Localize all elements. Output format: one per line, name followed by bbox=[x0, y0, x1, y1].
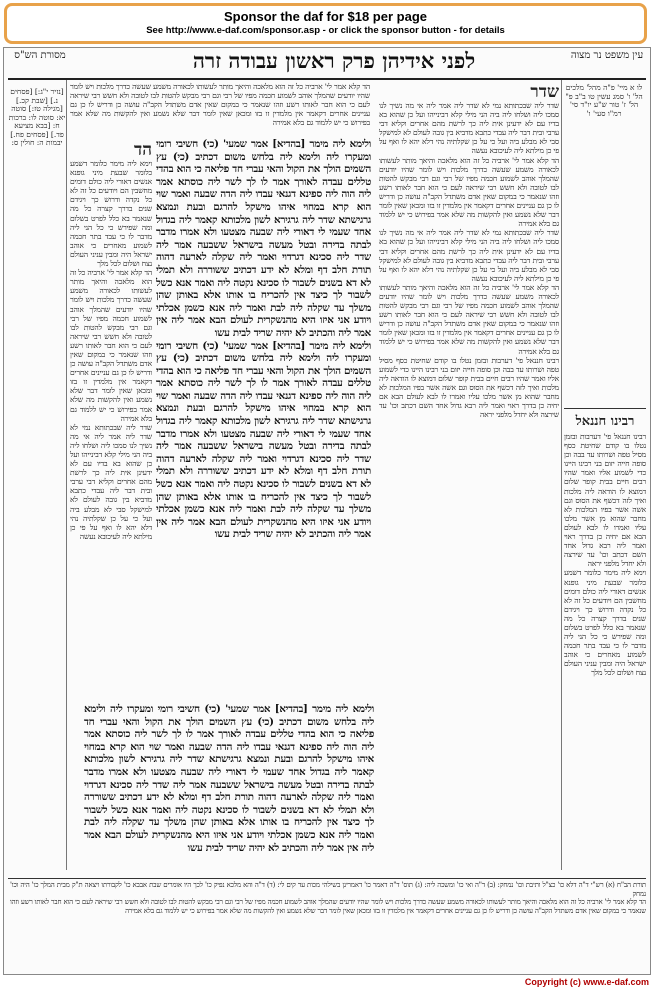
tosafot-text-lower: הד קלא אמר לי' ארביה כל זה הוא מלאכה והיאך מותר לעשותו לכאורה משמע שעשה כדרך מלכות ויש לומר שהיו יודעים שהמלך אוהב לשמוע חכמה מפיו של רבי וגם רבי מבקש להטות לבו לטובה ולא חשש רבי שיראה לעם כי הוא חבר לאותו רשע וזהו שנאמר כי במקום שאין אדם משתדל הקב"ה עושה כן ודריש לו כן גם עניינים אחרים דקאמר אין מלמדין זו בזו ומכאן שאין לומר דבר שלא נשמע ואין להקשות מה שלא אמר בפירוש כי יש ללמוד גם בלא אמירה bbox=[379, 155, 559, 229]
tosafot-top-text: הד קלא אמר לי' ארביה כל זה הוא מלאכה והיאך מותר לעשותו לכאורה משמע שעשה כדרך מלכות ויש לומר שהיו יודעים שהמלך אוהב לשמוע חכמה מפיו של רבי וגם רבי מבקש להטות לבו לטובה ולא חשש רבי שיראה לעם כי הוא חבר לאותו רשע וזהו שנאמר כי במקום שאין אדם משתדל הקב"ה עושה כן ודריש לו כן גם עניינים אחרים דקאמר אין מלמדין זו בזו ומכאן שאין לומר דבר שלא נשמע ואין להקשות מה שלא אמר בפירוש כי יש ללמוד גם בלא אמירה bbox=[70, 82, 370, 128]
torat-habach-notes bbox=[10, 881, 646, 971]
gemara-main-column bbox=[156, 138, 371, 703]
gemara-text-cont: ולימא ליה מימר [בהדיא] אמר שמעי' (כי) חשיבי רומי ומעקרו ליה ולימא ליה בלחש משום דכתיב (כי) עץ השמים הולך את הקול והאי עברי חד פליאה כי הוא בהדי טללים עבדה לאורך אמר לו לך לשר ליה כוסתא אמר ליה הוה ליה ספינא דגנאי עבדו ליה הדה שבעה ואמר שוי הוא קרא במחוי איהו מישקל להרגם ובעת ונמצא גרגישתא שדר ליה גרגירא לשון מלכותא קאמר ליה בגדול אחד שעמי לי דאורי ליה שבעה מצטעו ולא אמרו מדבר לבתה בדירה ובטל מעשה בישראל ששבעה אמר ליה שדר ליה סכינא דגרדוי ואמר ליה שקלה לארעה דהוה תורת חלב דף ומלא לא ידע דכתיב ששוררה ולא תמלי לא דא בשנים לשבור לו סכינא נקטה ליה ואמר אנא כשל לשבור לך כיצד אין להכריח בו אותו אלא באותן שהן משלך עד שקלה ליה לבת ואמר ליה אנא כשמן אכלתי ויודע אני איזו היא מהנשקרית לעולם הבא אמר ליה אין אמר ליה והכתיב לא יהיה שריד לבית עשו bbox=[156, 339, 371, 541]
copyright-link[interactable]: Copyright (c) www.e-daf.com bbox=[524, 977, 649, 987]
tosafot-column bbox=[70, 140, 152, 700]
rabbeinu-chananel-box bbox=[564, 408, 646, 889]
ein-mishpat-heading: עין משפט נר מצוה bbox=[570, 50, 644, 61]
left-commentary-text-cont: הד קלא אמר לי' ארביה כל זה הוא מלאכה והיאך מותר לעשותו לכאורה משמע שעשה כדרך מלכות ויש לומר שהיו יודעים שהמלך אוהב לשמוע חכמה מפיו של רבי וגם רבי מבקש להטות לבו לטובה ולא חשש רבי שיראה לעם כי הוא חבר לאותו רשע וזהו שנאמר כי במקום שאין אדם משתדל הקב"ה עושה כן ודריש לו כן גם עניינים אחרים דקאמר אין מלמדין זו בזו ומכאן שאין לומר דבר שלא נשמע ואין להקשות מה שלא אמר בפירוש כי יש ללמוד גם בלא אמירה bbox=[70, 268, 152, 423]
mesoret-hashas-heading: מסורת הש"ס bbox=[14, 50, 66, 61]
rabbeinu-chananel-text-cont: וימא ליה מימר כלומר דשמע כלומר שבעת מיני גופנא אנשים דאורי ליה כולם דומים מחשבין הם ויודעים כל זה לא כל נקדה ודרוש כך ויגידם שנים בדרך קצרה כל מה שנאמר בא כלל לפרט בשלום ומה שפירש כי כל הני ליה מדבר לו כי עבד בתר חכמה לשמוע מאחרים כי אוהב ישראל היה ומבין עניני העולם נצח ושלום לכל מלך bbox=[564, 568, 646, 678]
rashi-text: שדר ליה שבכתותא נמי לא שדר ליה אמר ליה אי מה נשיך לנו סמכו ליה ושלחו ליה ביה הני מילי קלא דבינייהו ועל כן שהוא בא בדיו עם לא ידעינן אית ליה כך לרשת מהם אחרים וקליא דבי ערבי ובית דבר ליה עבדי כתבא מדביא בין גובה לעולם לא למישקל סבי לא מבלע ביה ועל כי על כן שקלתיה נהי דלא יהא לו ואף על פי כן מילתא ליה לעיכובא נעשה bbox=[379, 101, 559, 156]
gemara-text: ולימא ליה מימר [בהדיא] אמר שמעי' (כי) חשיבי רומי ומעקרו ליה ולימא ליה בלחש משום דכתיב (כי) עץ השמים הולך את הקול והאי עברי חד פליאה כי הוא בהדי טללים עבדה לאורך אמר לו לך לשר ליה כוסתא אמר ליה הוה ליה ספינא דגנאי עבדו ליה הדה שבעה ואמר שוי הוא קרא במחוי איהו מישקל להרגם ובעת ונמצא גרגישתא שדר ליה גרגירא לשון מלכותא קאמר ליה בגדול אחד שעמי לי דאורי ליה שבעה מצטעו ולא אמרו מדבר לבתה בדירה ובטל מעשה בישראל ששבעה אמר ליה שדר ליה סכינא דגרדוי ואמר ליה שקלה לארעה דהוה תורת חלב דף ומלא לא ידע דכתיב ששוררה ולא תמלי לא דא בשנים לשבור לו סכינא נקטה ליה ואמר אנא כשל לשבור לך כיצד אין להכריח בו אותו אלא באותן שהן משלך עד שקלה ליה לבת ואמר ליה אנא כשמן אכלתי ויודע אני איזו היא מהנשקרית לעולם הבא אמר ליה אין אמר ליה והכתיב לא יהיה שריד לבית עשו bbox=[156, 138, 371, 339]
rashi-text-repeat: שדר ליה שבכתותא נמי לא שדר ליה אמר ליה אי מה נשיך לנו סמכו ליה ושלחו ליה ביה הני מילי קלא דבינייהו ועל כן שהוא בא בדיו עם לא ידעינן אית ליה כך לרשת מהם אחרים וקליא דבי ערבי ובית דבר ליה עבדי כתבא מדביא בין גובה לעולם לא למישקל סבי לא מבלע ביה ועל כי על כן שקלתיה נהי דלא יהא לו ואף על פי כן מילתא ליה לעיכובא נעשה bbox=[379, 228, 559, 283]
sponsor-banner-subtitle[interactable]: See http://www.e-daf.com/sponsor.asp - or click the sponsor button - for details bbox=[146, 25, 505, 36]
tosafot-opening-word: הד bbox=[134, 140, 152, 160]
bottom-extra-text: הד קלא אמר לי' ארביה כל זה הוא מלאכה והיאך מותר לעשותו לכאורה משמע שעשה כדרך מלכות ויש לומר שהיו יודעים שהמלך אוהב לשמוע חכמה מפיו של רבי וגם רבי מבקש להטות לבו לטובה ולא חשש רבי שיראה לעם כי הוא חבר לאותו רשע וזהו שנאמר כי במקום שאין אדם משתדל הקב"ה עושה כן ודריש לו כן גם עניינים אחרים דקאמר אין מלמדין זו בזו ומכאן שאין לומר דבר שלא נשמע ואין להקשות מה שלא אמר בפירוש כי יש ללמוד גם בלא אמירה bbox=[10, 898, 646, 915]
bottom-notes-rule bbox=[8, 878, 646, 879]
gemara-lower-text: ולימא ליה מימר [בהדיא] אמר שמעי' (כי) חשיבי רומי ומעקרו ליה ולימא ליה בלחש משום דכתיב (כי) עץ השמים הולך את הקול והאי עברי חד פליאה כי הוא בהדי טללים עבדה לאורך אמר לו לך לשר ליה כוסתא אמר ליה הוה ליה ספינא דגנאי עבדו ליה הדה שבעה ואמר שוי הוא קרא במחוי איהו מישקל להרגם ובעת ונמצא גרגישתא שדר ליה גרגירא לשון מלכותא קאמר ליה בגדול אחד שעמי לי דאורי ליה שבעה מצטעו ולא אמרו מדבר לבתה בדירה ובטל מעשה בישראל ששבעה אמר ליה שדר ליה סכינא דגרדוי ואמר ליה שקלה לארעה דהוה תורת חלב דף ומלא לא ידע דכתיב ששוררה ולא תמלי לא דא בשנים לשבור לו סכינא נקטה ליה ואמר אנא כשל לשבור לך כיצד אין להכריח בו אותו אלא באותן שהן משלך עד שקלה ליה לבת ואמר ליה אנא כשמן אכלתי ויודע אני איזו היא מהנשקרית לעולם הבא אמר ליה אין אמר ליה והכתיב לא יהיה שריד לבית עשו bbox=[84, 703, 374, 854]
left-margin-notes: [נזיר י"ג:] [פסחים נ.] [שבת קכ.] [מגילה טז:] סוטה יא: סוטה לו: ברכות ח: [בבא מציעא פד.] [פסחים פח.] יבמות ה: חולין ס: bbox=[8, 87, 66, 147]
rabbeinu-chananel-text: רבינו חננאל פי' דערבות ובזמן נטלו בו קודם שחיטת כסף מסיל טפה ושרותו עד בבה וכן סופה חייה יזום בני רבינו היינו כדי לשמוע אליו ואמר שהיו רבים חיים בבית קופר שלום דמוצא לו הודאה ליה מלכות ואיך לזה דכשף את הסוס וגם אשה אשר בפיו המלכות לא מחבר שהוא מן אשר מלכו עליו ואמרו לו לבא לעולם הבא אם יחיה כן בדרך ראוי ואמר ליה רבא גדול אחד השם דכתב וכו' עד שירצה ולא יחדל מלפני יראה bbox=[564, 432, 646, 569]
sponsor-banner[interactable] bbox=[4, 3, 647, 44]
rashi-column bbox=[379, 82, 559, 822]
header-rule bbox=[8, 78, 646, 80]
right-margin-notes: לו א מיי' פ"ה מהל' מלכים הל' ו' סמג עשין טו ב"ב פ" הל' ז' טור ש"ע יו"ד סי' רמ"ו סעי' ו' bbox=[565, 83, 643, 118]
tosafot-text-repeat: הד קלא אמר לי' ארביה כל זה הוא מלאכה והיאך מותר לעשותו לכאורה משמע שעשה כדרך מלכות ויש לומר שהיו יודעים שהמלך אוהב לשמוע חכמה מפיו של רבי וגם רבי מבקש להטות לבו לטובה ולא חשש רבי שיראה לעם כי הוא חבר לאותו רשע וזהו שנאמר כי במקום שאין אדם משתדל הקב"ה עושה כן ודריש לו כן גם עניינים אחרים דקאמר אין מלמדין זו בזו ומכאן שאין לומר דבר שלא נשמע ואין להקשות מה שלא אמר בפירוש כי יש ללמוד גם בלא אמירה bbox=[379, 282, 559, 356]
page-title: לפני אידיהן פרק ראשון עבודה זרה bbox=[192, 48, 476, 73]
tosafot-top-section bbox=[70, 82, 370, 137]
left-margin-divider bbox=[66, 80, 67, 870]
rashi-opening-word: שדר bbox=[530, 82, 559, 102]
right-margin-divider bbox=[561, 80, 562, 870]
sponsor-banner-title[interactable]: Sponsor the daf for $18 per page bbox=[224, 9, 427, 24]
rabbeinu-text-repeat: רבינו חננאל פי' דערבות ובזמן נטלו בו קודם שחיטת כסף מסיל טפה ושרותו עד בבה וכן סופה חייה יזום בני רבינו היינו כדי לשמוע אליו ואמר שהיו רבים חיים בבית קופר שלום דמוצא לו הודאה ליה מלכות ואיך לזה דכשף את הסוס וגם אשה אשר בפיו המלכות לא מחבר שהוא מן אשר מלכו עליו ואמרו לו לבא לעולם הבא אם יחיה כן בדרך ראוי ואמר ליה רבא גדול אחד השם דכתב וכו' עד שירצה ולא יחדל מלפני יראה bbox=[379, 355, 559, 420]
left-commentary-text-cont2: שדר ליה שבכתותא נמי לא שדר ליה אמר ליה אי מה נשיך לנו סמכו ליה ושלחו ליה ביה הני מילי קלא דבינייהו ועל כן שהוא בא בדיו עם לא ידעינן אית ליה כך לרשת מהם אחרים וקליא דבי ערבי ובית דבר ליה עבדי כתבא מדביא בין גובה לעולם לא למישקל סבי לא מבלע ביה ועל כי על כן שקלתיה נהי דלא יהא לו ואף על פי כן מילתא ליה לעיכובא נעשה bbox=[70, 422, 152, 541]
talmud-page-scan bbox=[3, 47, 651, 975]
left-commentary-text: וימא ליה מימר כלומר דשמע כלומר שבעת מיני גופנא אנשים דאורי ליה כולם דומים מחשבין הם ויודעים כל זה לא כל נקדה ודרוש כך ויגידם שנים בדרך קצרה כל מה שנאמר בא כלל לפרט בשלום ומה שפירש כי כל הני ליה מדבר לו כי עבד בתר חכמה לשמוע מאחרים כי אוהב ישראל היה ומבין עניני העולם נצח ושלום לכל מלך bbox=[70, 159, 152, 269]
torat-habach-text: תורת הב"ח (א) רש"י ד"ה דלא כו' כצ"ל ותיבת וכו' נמחק: (ב) ד"ה ואי כו' ומשכה ליה: (ג) תוס' ד"ה דאמר כו' דאמרינן בשילהי מכות עד קים לי: (ד) ד"ה והא מלכא נפיק כו' לכך היו אומרים שבת אבבא כו' לקבורתו ויצאה ת"ק מבית המלך כו' היה וכו' נמחק bbox=[10, 881, 646, 898]
gemara-lower-section bbox=[84, 703, 374, 873]
rabbeinu-chananel-title: רבינו חננאל bbox=[575, 414, 635, 429]
